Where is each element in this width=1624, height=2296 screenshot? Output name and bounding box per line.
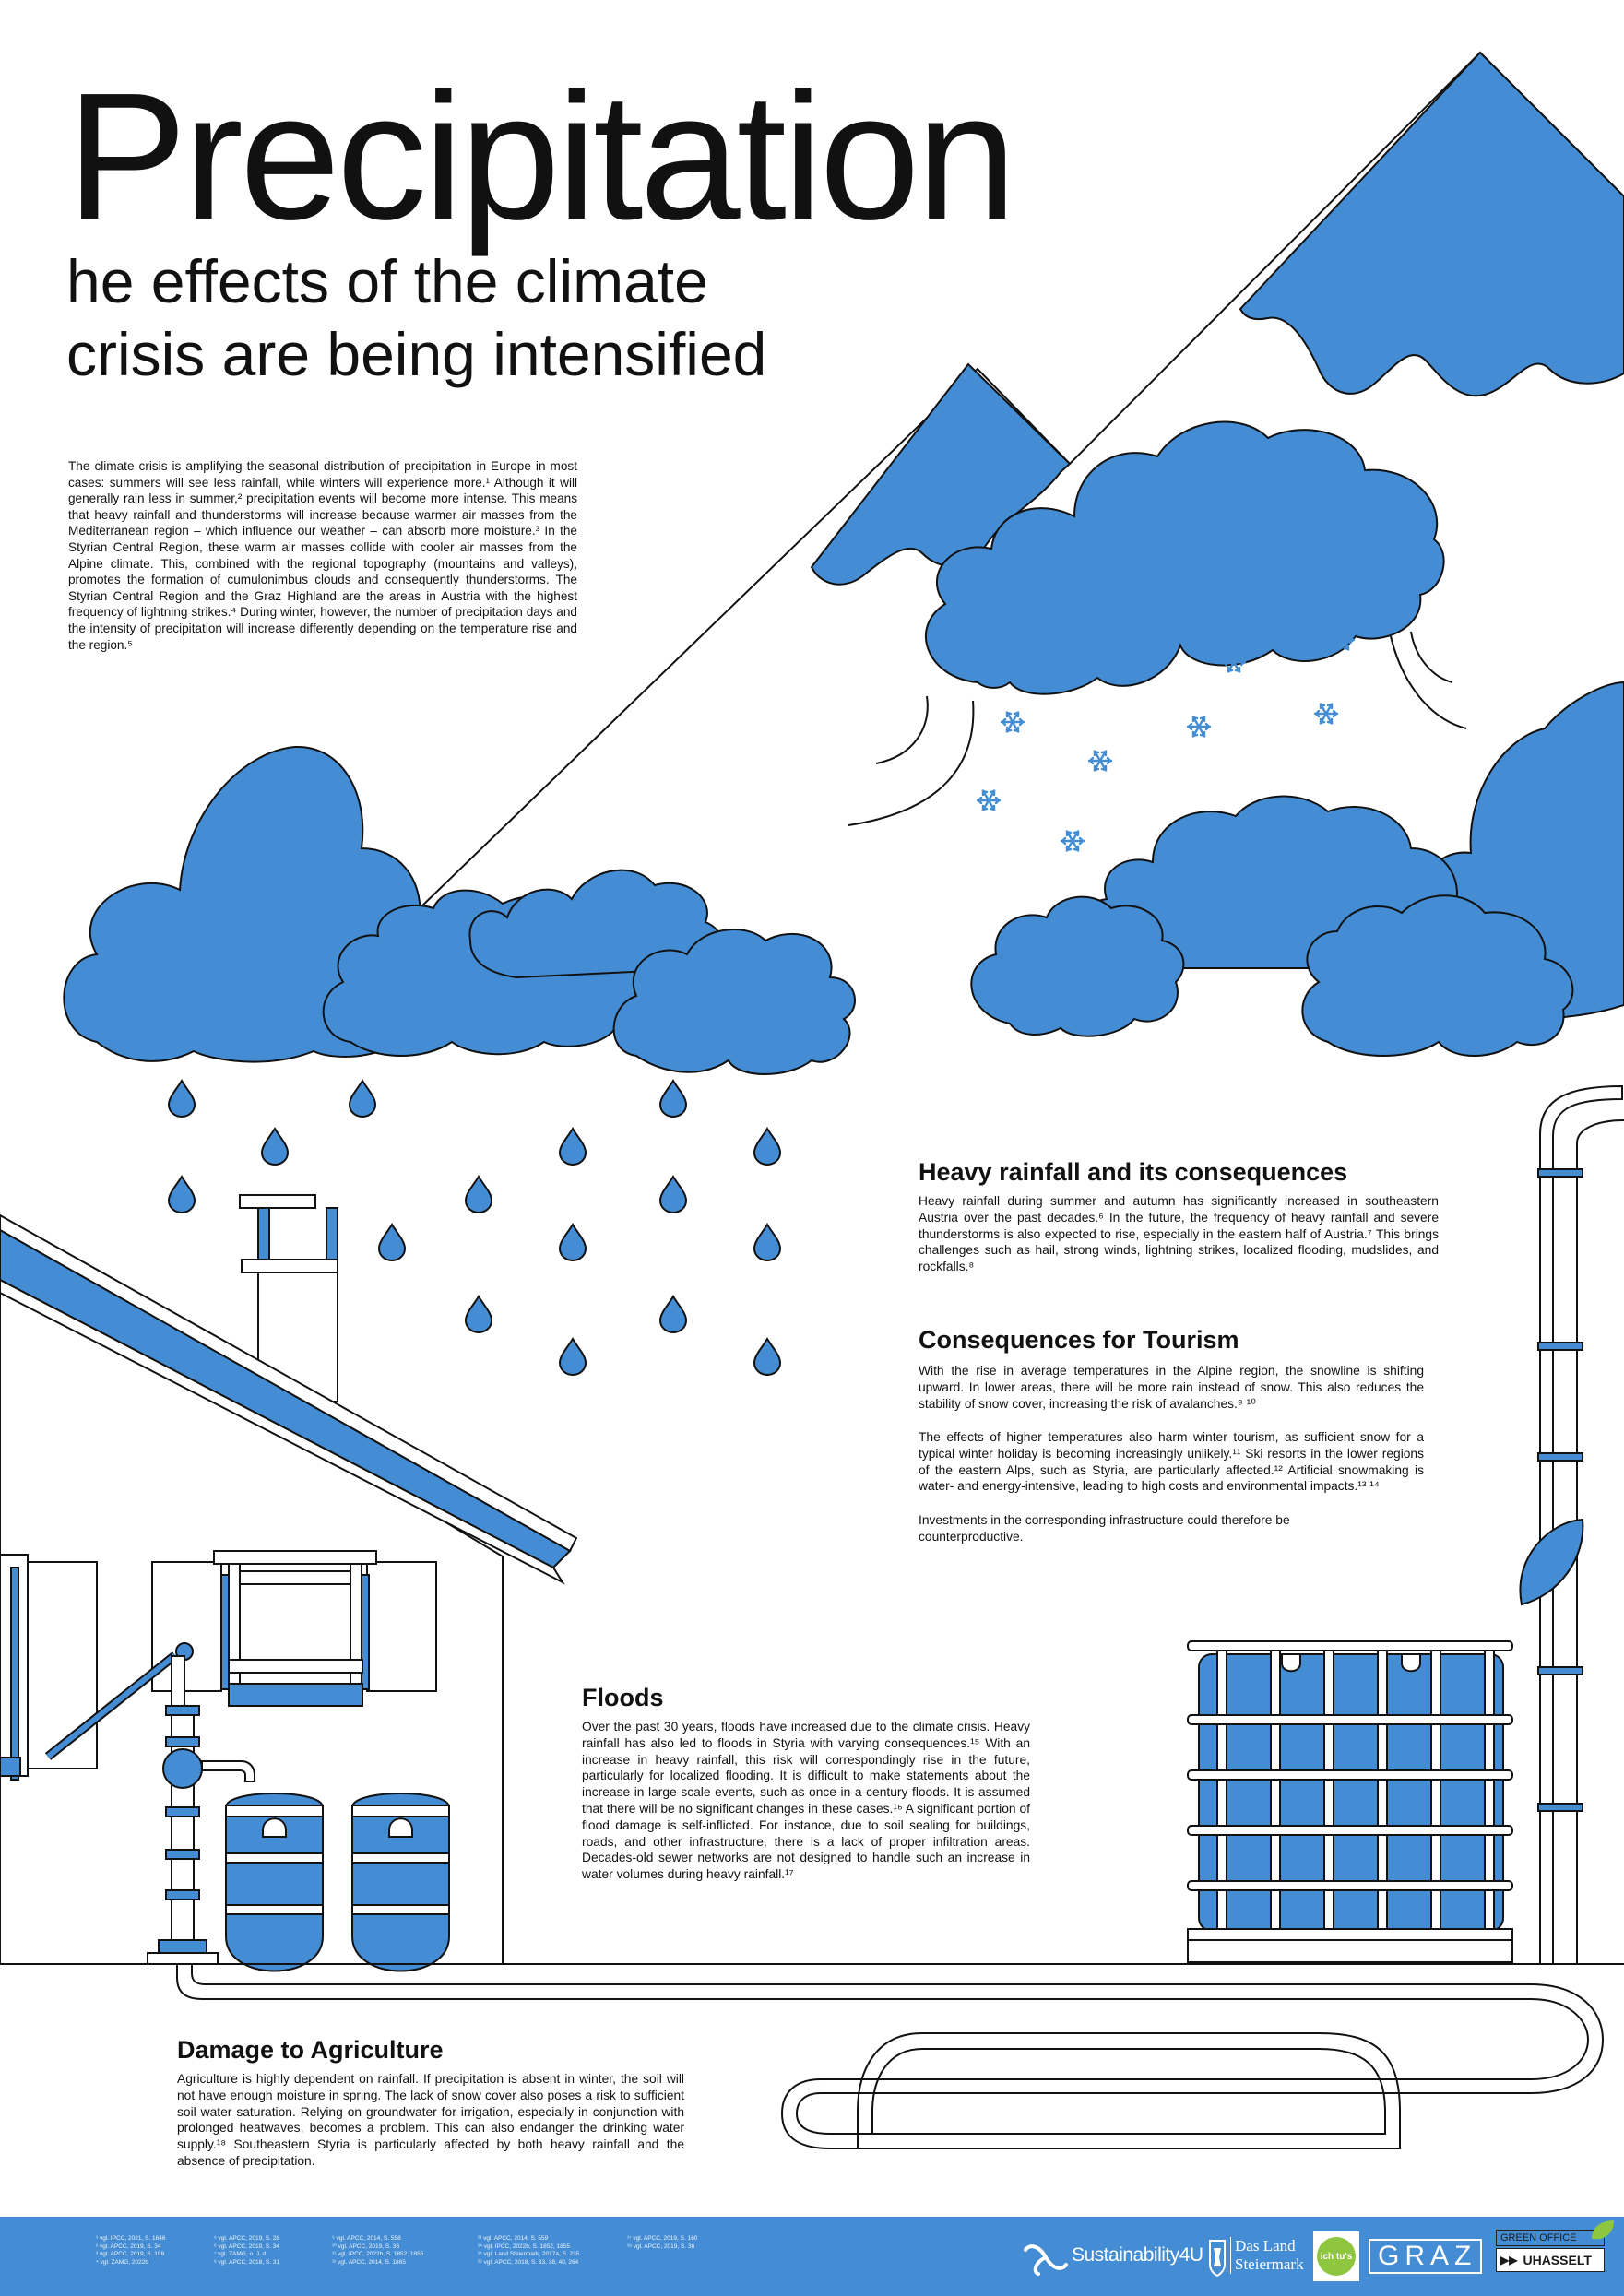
footnote: ¹³ vgl. APCC, 2014, S. 559 [478, 2235, 549, 2242]
drainpipe [1520, 1086, 1624, 1964]
land-logo-line-1: Das Land [1235, 2237, 1296, 2255]
tourism-text-1: With the rise in average temperatures in the Alpine region, the snowline is shifting upward. In lower areas, there will be more rain instead of snow. This also reduces the stability of snow cover, increasing the risk of avalanches.⁹ ¹⁰ [919, 1364, 1424, 1411]
double-arrow-icon: ▶▶ [1500, 2254, 1518, 2266]
heavy-rainfall-text: Heavy rainfall during summer and autumn has significantly increased in southeastern Austria over the past decades.⁶ In the future, the frequency of heavy rainfall and severe thunderstorms is also expected to rise, especially in the eastern half of Austria.⁷ This brings challenges such as hail, strong winds, lightning strikes, localized flooding, mudslides, and rockfalls.⁸ [919, 1194, 1439, 1274]
page-title: Precipitation [66, 55, 1014, 257]
footnote: ¹⁴ vgl. IPCC, 2022b, S. 1852, 1855 [478, 2243, 570, 2250]
footnote-column-5 [627, 2235, 697, 2251]
footnote: ⁶ vgl. APCC, 2019, S. 34 [214, 2243, 279, 2250]
floods-text: Over the past 30 years, floods have increased due to the climate crisis. Heavy rainfall has also led to floods in Styria with varying consequences.¹⁵ With an increase in heavy rainfall, this risk will correspondingly rise in the future, particularly for localized flooding. It is difficult to make statements about the increase in large-scale events, such as once-in-a-century floods. It is assumed that there will be no significant changes in these cases.¹⁶ A significant portion of flood damage is self-inflicted. For instance, due to soil sealing for buildings, roads, and other infrastructure, there is a lack of proper infiltration areas. Decades-old sewer networks are not designed to handle such an increase in water volumes during heavy rainfall.¹⁷ [582, 1720, 1030, 1882]
subtitle-line-2: crisis are being intensified [66, 320, 767, 389]
floods-heading: Floods [582, 1684, 664, 1711]
footer-bar [0, 2217, 1624, 2296]
footnote: ¹⁷ vgl. APCC, 2019, S. 160 [627, 2235, 698, 2242]
water-tank [1188, 1641, 1512, 1962]
subtitle-line-1: he effects of the climate [66, 247, 708, 315]
graz-logo: GRAZ [1369, 2239, 1482, 2274]
land-steiermark-logo [1230, 2237, 1304, 2274]
footnote: ³ vgl. APCC, 2019, S. 198 [96, 2251, 165, 2257]
footnote: ¹² vgl. APCC, 2014, S. 1865 [332, 2258, 406, 2266]
footnote: ² vgl. APCC, 2019, S. 34 [96, 2243, 161, 2250]
heavy-rainfall-heading: Heavy rainfall and its consequences [919, 1158, 1348, 1186]
footnote: ⁴ vgl. ZAMG, 2022b [96, 2258, 148, 2266]
tourism-heading: Consequences for Tourism [919, 1326, 1239, 1354]
uhasselt-label-box [1496, 2248, 1605, 2272]
green-office-label: GREEN OFFICE [1496, 2230, 1605, 2246]
footnote: ¹⁸ vgl. APCC, 2019, S. 36 [627, 2243, 695, 2250]
footnote: ⁹ vgl. APCC, 2014, S. 558 [332, 2235, 401, 2242]
styria-crest-icon [1208, 2237, 1227, 2278]
leaf-icon [1588, 2219, 1616, 2243]
footnote-column-3 [332, 2235, 423, 2266]
intro-paragraph: The climate crisis is amplifying the seasonal distribution of precipitation in Europe in most cases: summers will see less rainfall, while winters will experience more.¹ Although it will generally rain less in summer,² precipitation events will become more intense. This means that heavy rainfall and thunderstorms will increase because warmer air masses from the Mediterranean region – which influence our weather – can absorb more moisture.³ In the Styrian Central Region, these warm air masses collide with cooler air masses from the Alpine climate. This, combined with the regional topography (mountains and valleys), promotes the formation of cumulonimbus clouds and consequently thunderstorms. The Styrian Central Region and the Graz Highland are the areas in Austria with the highest frequency of lightning strikes.⁴ During winter, however, the number of precipitation days and the intensity of precipitation will increase differently depending on the temperature rise and the region.⁵ [68, 459, 577, 652]
footnote: ¹ vgl. IPCC, 2021, S. 1646 [96, 2235, 166, 2242]
footnote: ⁸ vgl. APCC, 2018, S. 31 [214, 2258, 280, 2266]
tourism-text-3: Investments in the corresponding infrastructure could therefore be counterproductive. [919, 1513, 1290, 1544]
ich-tus-logo [1313, 2231, 1359, 2281]
sustainability-logo-text: Sustainability4U [1072, 2244, 1203, 2266]
footnote-column-2 [214, 2235, 279, 2266]
agriculture-text: Agriculture is highly dependent on rainfall. If precipitation is absent in winter, the soil will not have enough moisture in spring. The lack of snow cover also poses a risk to sufficient soil water saturation. Relying on groundwater for irrigation, especially in conjunction with prolonged heatwaves, becomes a problem. This can also endanger the drinking water supply.¹⁸ Southeastern Styria is particularly affected by both heavy rainfall and the absence of precipitation. [177, 2072, 684, 2168]
footnote-column-1 [96, 2235, 166, 2266]
footnote: ¹⁶ vgl. APCC, 2018, S. 33, 38, 40, 264 [478, 2258, 579, 2266]
page-subtitle [66, 245, 896, 391]
footnote: ¹¹ vgl. IPCC, 2022b, S. 1852, 1855 [332, 2251, 424, 2257]
footnote: ⁷ vgl. ZAMG, o. J. d [214, 2251, 267, 2257]
land-logo-line-2: Steiermark [1235, 2255, 1304, 2273]
footnote-column-4 [478, 2235, 579, 2266]
footnote: ¹⁵ vgl. Land Steiermark, 2017a, S. 235 [478, 2251, 580, 2257]
agriculture-heading: Damage to Agriculture [177, 2036, 444, 2064]
tourism-text-2: The effects of higher temperatures also harm winter tourism, as sufficient snow for a typical winter holiday is becoming increasingly unlikely.¹¹ Ski resorts in the lower regions of the eastern Alps, such as Styria, are particularly affected.¹² Artificial snowmaking is water- and energy-intensive, leading to high costs and environmental impacts.¹³ ¹⁴ [919, 1430, 1424, 1494]
uhasselt-label: UHASSELT [1523, 2253, 1592, 2267]
ich-tus-badge: ich tu's [1317, 2237, 1356, 2276]
footnote: ⁵ vgl. APCC, 2019, S. 28 [214, 2235, 279, 2242]
footnote: ¹⁰ vgl. APCC, 2019, S. 36 [332, 2243, 400, 2250]
sustainability-logo-icon [1022, 2239, 1070, 2276]
